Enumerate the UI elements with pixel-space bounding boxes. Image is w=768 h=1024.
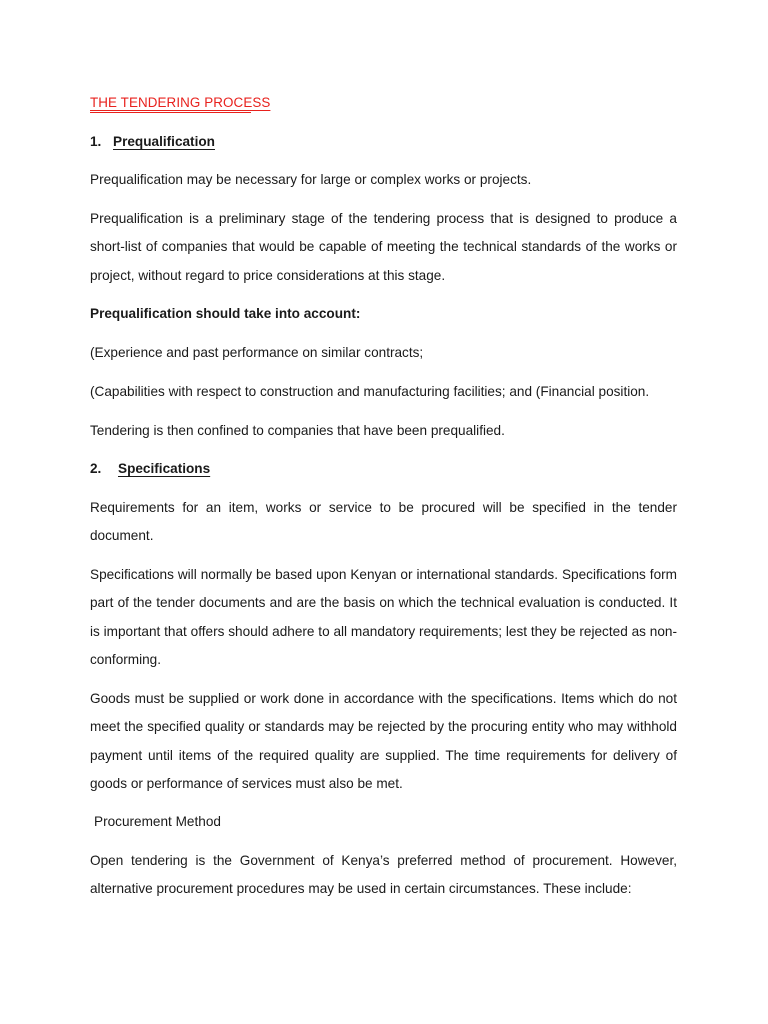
section-2-paragraph-3: Goods must be supplied or work done in accordance with the specifications. Items which do not meet the specified quality or standards may be rejected by the procuring entity who may withhold payment until items of the required quality are supplied. The time requirements for delivery of goods or performance of services must also be met. (90, 691, 677, 792)
section-2-number: 2. (90, 461, 102, 476)
section-3-heading: Procurement Method (94, 814, 221, 829)
section-1-paragraph-1: Prequalification may be necessary for large or complex works or projects. (90, 172, 532, 187)
section-1-item-2: (Capabilities with respect to construction and manufacturing facilities; and (Financial position. (90, 384, 650, 399)
section-3-paragraph-1: Open tendering is the Government of Kenya’s preferred method of procurement. However, alternative procurement procedures may be used in certain circumstances. These include: (90, 853, 677, 897)
section-1-number: 1. (90, 134, 102, 149)
section-1-title: Prequalification (113, 134, 215, 149)
section-1-paragraph-2: Prequalification is a preliminary stage of the tendering process that is designed to produce a short-list of companies that would be capable of meeting the technical standards of the works or project, without regard to price considerations at this stage. (90, 211, 677, 283)
section-1-item-1: (Experience and past performance on similar contracts; (90, 345, 424, 360)
section-1-heading (90, 128, 677, 156)
section-2-title: Specifications (118, 461, 211, 476)
section-2-heading (90, 455, 677, 483)
section-2-paragraph-1: Requirements for an item, works or service to be procured will be specified in the tender document. (90, 500, 677, 544)
section-2-paragraph-2: Specifications will normally be based upon Kenyan or international standards. Specifications form part of the tender documents and are the basis on which the technical evaluation is conducted. It is important that offers should adhere to all mandatory requirements; lest they be rejected as non-conforming. (90, 567, 677, 668)
section-1-subheading: Prequalification should take into account: (90, 306, 361, 321)
section-1-paragraph-3: Tendering is then confined to companies that have been prequalified. (90, 423, 505, 438)
document-title: THE TENDERING PROCESS (90, 89, 677, 117)
